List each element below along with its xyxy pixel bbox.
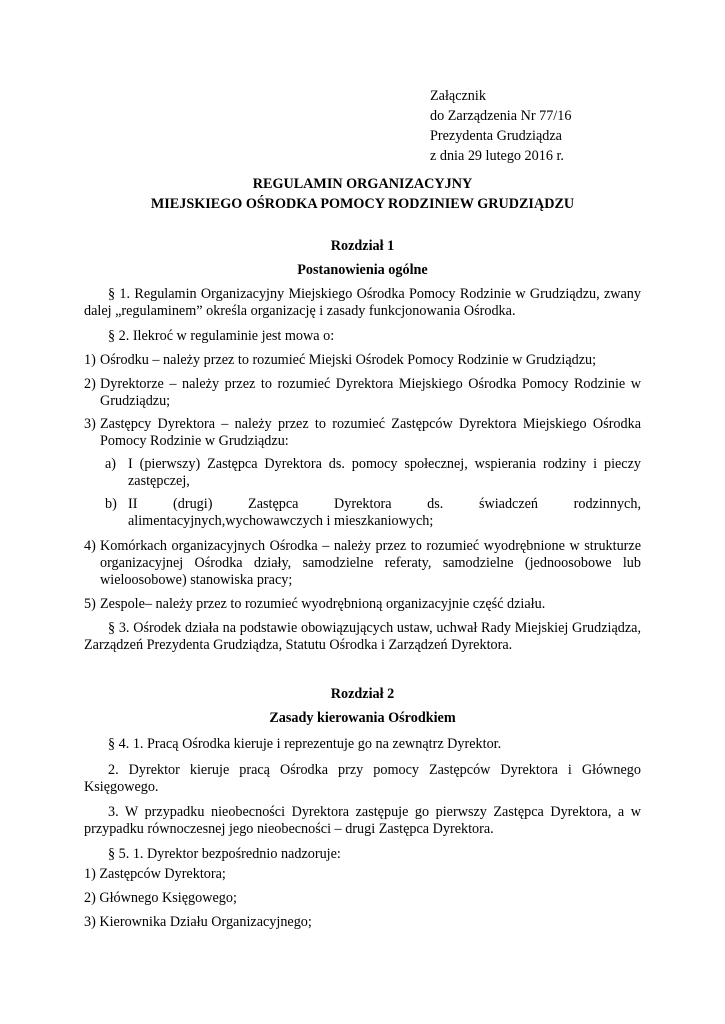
annex-line-3: Prezydenta Grudziądza bbox=[430, 128, 562, 144]
sub-list-item-text: II (drugi) Zastępca Dyrektora ds. świadczeń rodzinnych, alimentacyjnych,wychowawczych i mieszkaniowych; bbox=[128, 496, 641, 529]
list-item-text: Dyrektorze – należy przez to rozumieć Dyrektora Miejskiego Ośrodka Pomocy Rodzinie w Grudziądzu; bbox=[100, 376, 641, 409]
paragraph-1: § 1. Regulamin Organizacyjny Miejskiego Ośrodka Pomocy Rodzinie w Grudziądzu, zwany dalej „regulaminem” określa organizację i zasady funkcjonowania Ośrodka. bbox=[84, 286, 641, 319]
list-item bbox=[84, 538, 641, 589]
list-item-text: Zastępcy Dyrektora – należy przez to rozumieć Zastępców Dyrektora Miejskiego Ośrodka Pomocy Rodzinie w Grudziądzu: bbox=[100, 416, 641, 449]
chapter-1-subheading: Postanowienia ogólne bbox=[297, 262, 428, 278]
list-item bbox=[84, 376, 641, 410]
list-item-number: 5) bbox=[84, 596, 96, 612]
paragraph-4-1: § 4. 1. Pracą Ośrodka kieruje i reprezentuje go na zewnątrz Dyrektor. bbox=[108, 736, 502, 752]
list-item-text: Zespole– należy przez to rozumieć wyodrębnioną organizacyjnie część działu. bbox=[100, 596, 546, 612]
list-item bbox=[84, 416, 641, 450]
sub-list-item bbox=[105, 456, 641, 490]
annex-line-2: do Zarządzenia Nr 77/16 bbox=[430, 108, 572, 124]
paragraph-4-2: 2. Dyrektor kieruje pracą Ośrodka przy pomocy Zastępców Dyrektora i Głównego Księgowego. bbox=[84, 762, 641, 795]
paragraph-3: § 3. Ośrodek działa na podstawie obowiązujących ustaw, uchwał Rady Miejskiej Grudziądza, Zarządzeń Prezydenta Grudziądza, Statutu Ośrodka i Zarządzeń Dyrektora. bbox=[84, 620, 641, 653]
list-item bbox=[84, 352, 641, 369]
document-title-line-2: MIEJSKIEGO OŚRODKA POMOCY RODZINIEW GRUDZIĄDZU bbox=[150, 196, 575, 212]
sub-list-item-label: a) bbox=[105, 456, 117, 472]
sub-list-item bbox=[105, 496, 641, 530]
list-item-text: Komórkach organizacyjnych Ośrodka – należy przez to rozumieć wyodrębnione w strukturze organizacyjnej Ośrodka działy, samodzielne referaty, samodzielne (jednoosobowe lub wieloosobowe) stanowiska pracy; bbox=[100, 538, 641, 588]
list-item-text: Ośrodku – należy przez to rozumieć Miejski Ośrodek Pomocy Rodzinie w Grudziądzu; bbox=[100, 352, 597, 368]
list-item-number: 3) bbox=[84, 416, 96, 432]
annex-line-1: Załącznik bbox=[430, 88, 486, 104]
supervision-list-item: 3) Kierownika Działu Organizacyjnego; bbox=[84, 914, 312, 930]
document-title-line-1: REGULAMIN ORGANIZACYJNY bbox=[252, 176, 473, 192]
sub-list-item-text: I (pierwszy) Zastępca Dyrektora ds. pomocy społecznej, wspierania rodziny i pieczy zastępczej, bbox=[128, 456, 641, 489]
list-item-number: 1) bbox=[84, 352, 96, 368]
chapter-2-heading: Rozdział 2 bbox=[330, 686, 395, 702]
paragraph-4-3: 3. W przypadku nieobecności Dyrektora zastępuje go pierwszy Zastępca Dyrektora, a w przypadku równoczesnej jego nieobecności – drugi Zastępca Dyrektora. bbox=[84, 804, 641, 837]
annex-line-4: z dnia 29 lutego 2016 r. bbox=[430, 148, 564, 164]
list-item bbox=[84, 596, 641, 613]
chapter-2-subheading: Zasady kierowania Ośrodkiem bbox=[269, 710, 456, 726]
paragraph-2: § 2. Ilekroć w regulaminie jest mowa o: bbox=[108, 328, 335, 344]
chapter-1-heading: Rozdział 1 bbox=[330, 238, 395, 254]
supervision-list-item: 2) Głównego Księgowego; bbox=[84, 890, 237, 906]
supervision-list-item: 1) Zastępców Dyrektora; bbox=[84, 866, 226, 882]
sub-list-item-label: b) bbox=[105, 496, 117, 512]
list-item-number: 2) bbox=[84, 376, 96, 392]
annex-note bbox=[430, 86, 571, 166]
list-item-number: 4) bbox=[84, 538, 96, 554]
paragraph-5-1: § 5. 1. Dyrektor bezpośrednio nadzoruje: bbox=[108, 846, 341, 862]
